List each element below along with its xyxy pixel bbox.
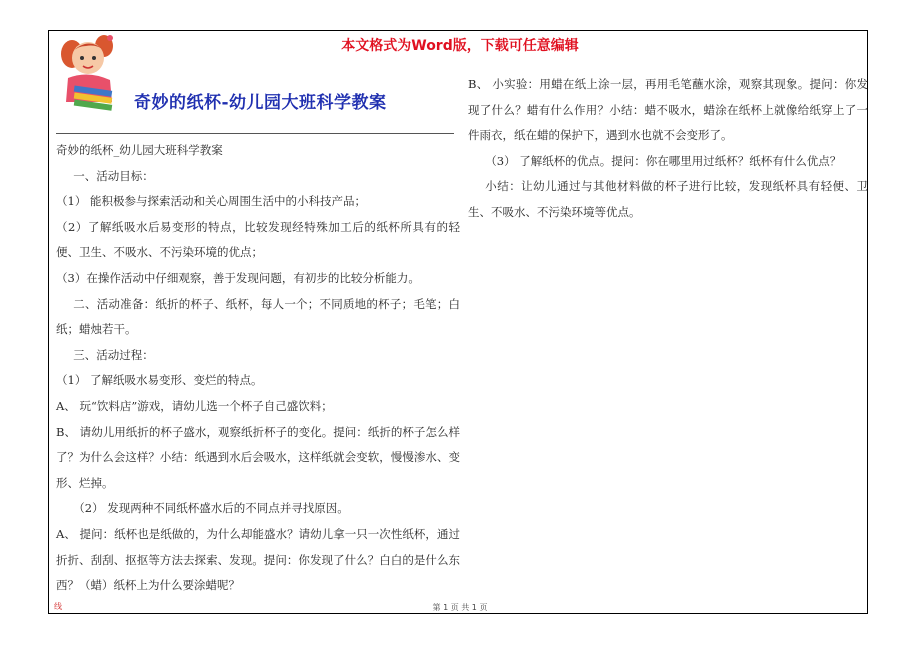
paragraph: B、 请幼儿用纸折的杯子盛水，观察纸折杯子的变化。提问：纸折的杯子怎么样了？为什么会这样？小结：纸遇到水后会吸水，这样纸就会变软，慢慢渗水、变形、烂掉。: [56, 424, 460, 490]
paragraph: （1） 能积极参与探索活动和关心周围生活中的小科技产品；: [56, 194, 366, 209]
paragraph: 三、活动过程：: [73, 347, 154, 362]
word-format-banner: 本文格式为Word版，下载可任意编辑: [341, 38, 579, 54]
paragraph: （2） 发现两种不同纸杯盛水后的不同点并寻找原因。: [73, 501, 349, 516]
paragraph: （3）在操作活动中仔细观察，善于发现问题，有初步的比较分析能力。: [56, 270, 420, 285]
paragraph: 二、活动准备：纸折的杯子、纸杯，每人一个；不同质地的杯子；毛笔；白纸；蜡烛若干。: [56, 296, 460, 337]
page-footer: 第 1 页 共 1 页: [432, 603, 488, 612]
paragraph: 奇妙的纸杯_幼儿园大班科学教案: [56, 143, 223, 157]
footer-mark: 线: [54, 602, 62, 611]
paragraph: （3） 了解纸杯的优点。提问：你在哪里用过纸杯？纸杯有什么优点？: [485, 153, 842, 168]
paragraph: （1） 了解纸吸水易变形、变烂的特点。: [56, 373, 263, 388]
paragraph: A、 提问：纸杯也是纸做的，为什么却能盛水？请幼儿拿一只一次性纸杯，通过折折、刮刮、抠抠等方法去探索、发现。提问：你发现了什么？白白的是什么东西？（蜡）纸杯上为什么要涂蜡呢？: [56, 526, 460, 593]
cartoon-girl-reading-logo: [52, 32, 124, 114]
document-title: 奇妙的纸杯-幼儿园大班科学教案: [134, 93, 387, 113]
left-column: [56, 138, 460, 599]
paragraph: 小结：让幼儿通过与其他材料做的杯子进行比较，发现纸杯具有轻便、卫生、不吸水、不污染环境等优点。: [468, 179, 868, 219]
paragraph: （2）了解纸吸水后易变形的特点，比较发现经特殊加工后的纸杯所具有的轻便、卫生、不吸水、不污染环境的优点；: [56, 219, 460, 260]
paragraph: A、 玩“饮料店”游戏，请幼儿选一个杯子自己盛饮料；: [56, 398, 333, 413]
paragraph: 一、活动目标：: [73, 168, 154, 183]
paragraph: B、 小实验：用蜡在纸上涂一层，再用毛笔蘸水涂，观察其现象。提问：你发现了什么？蜡有什么作用？小结：蜡不吸水，蜡涂在纸杯上就像给纸穿上了一件雨衣，纸在蜡的保护下，遇到水也就不会变形了。: [468, 77, 868, 143]
title-divider: [56, 133, 454, 134]
right-column: [468, 72, 868, 226]
